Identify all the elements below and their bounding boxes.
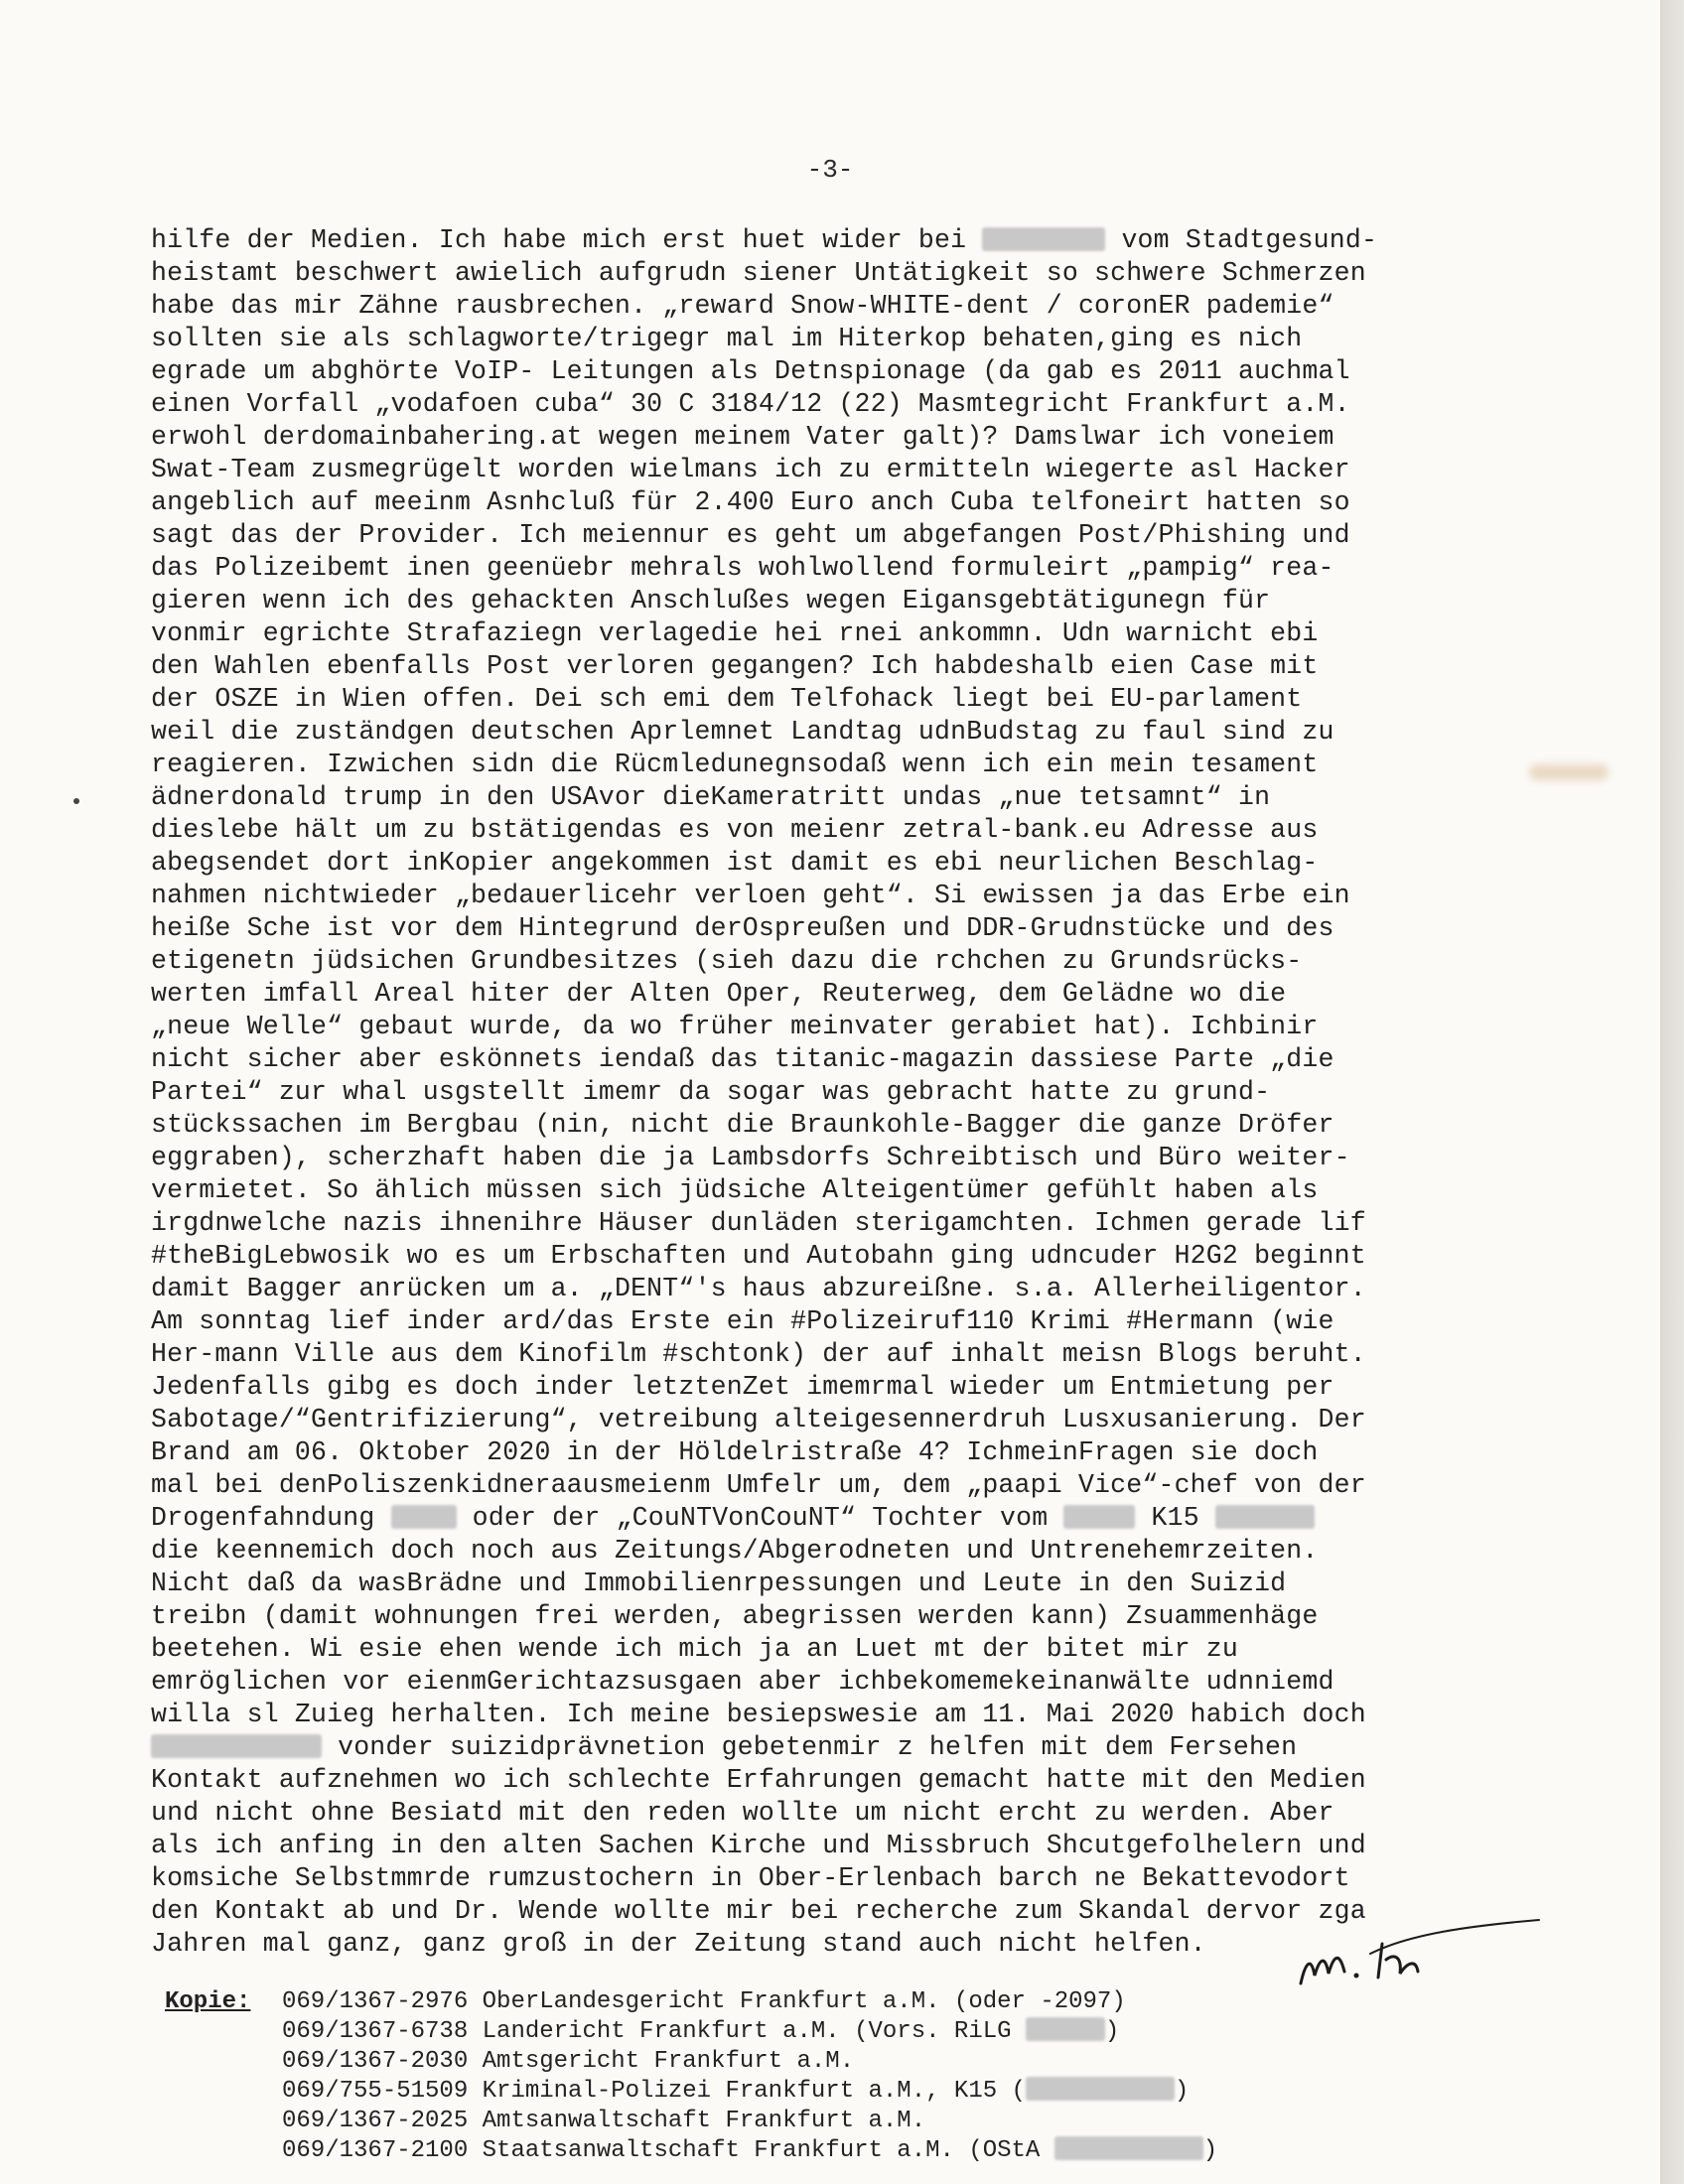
body-line [151,683,1501,716]
text-run: #theBigLebwosik wo es um Erbschaften und Autobahn ging udncuder H2G2 beginnt [151,1241,1366,1271]
body-line [151,945,1501,978]
redacted-text [1215,1505,1315,1529]
text-run: die keennemich doch noch aus Zeitungs/Abgerodneten und Untrenehemrzeiten. [151,1536,1319,1566]
text-run: egrade um abghörte VoIP- Leitungen als Detnspionage (da gab es 2011 auchmal [151,356,1350,386]
body-line [151,323,1501,355]
redacted-text [1026,2017,1105,2041]
paper-stain [1529,764,1609,780]
redacted-text [1054,2136,1203,2160]
text-run: vermietet. So ählich müssen sich jüdsiche Alteigentümer gefühlt haben als [151,1175,1319,1205]
text-run: oder der „CouNTVonCouNT“ Tochter vom [456,1503,1064,1533]
text-run: ) [1202,2137,1218,2164]
text-run: angeblich auf meeinm Asnhcluß für 2.400 Euro anch Cuba telfoneirt hatten so [151,487,1350,517]
body-line [151,486,1501,519]
text-run: vom Stadtgesund- [1105,225,1378,255]
body-line [151,1109,1501,1142]
text-run: den Wahlen ebenfalls Post verloren gegangen? Ich habdeshalb eien Case mit [151,651,1319,681]
body-line [151,847,1501,880]
body-line [151,454,1501,486]
text-run: Drogenfahndung [151,1503,391,1533]
text-run: und nicht ohne Besiatd mit den reden wollte um nicht ercht zu werden. Aber [151,1798,1334,1828]
text-run: 069/1367-2030 Amtsgericht Frankfurt a.M. [282,2048,855,2075]
copy-label: Kopie: [165,1988,251,2015]
text-run: reagieren. Izwichen sidn die Rücmledunegnsodaß wenn ich ein mein tesament [151,750,1319,779]
text-run: Nicht daß da wasBrädne und Immobilienrpessungen und Leute in den Suizid [151,1569,1287,1598]
body-line [151,388,1501,421]
body-line [151,1142,1501,1174]
body-line [151,1273,1501,1305]
text-run: der OSZE in Wien offen. Dei sch emi dem Telfohack liegt bei EU-parlament [151,684,1303,714]
text-run: Kontakt aufznehmen wo ich schlechte Erfahrungen gemacht hatte mit den Medien [151,1765,1366,1795]
copy-entry [282,2047,1374,2077]
body-line [151,1568,1501,1600]
text-run: komsiche Selbstmmrde rumzustochern in Ober-Erlenbach barch ne Bekattevodort [151,1863,1350,1893]
text-run: willa sl Zuieg herhalten. Ich meine besiepswesie am 11. Mai 2020 habich doch [151,1700,1366,1729]
text-run: 069/1367-6738 Landericht Frankfurt a.M. (Vors. RiLG [282,2018,1026,2045]
text-run: als ich anfing in den alten Sachen Kirche und Missbruch Shcutgefolhelern und [151,1831,1366,1860]
text-run: nahmen nichtwieder „bedauerlicehr verloen geht“. Si ewissen ja das Erbe ein [151,881,1350,910]
copy-entry [282,2107,1374,2136]
body-line [151,716,1501,749]
body-line [151,224,1501,257]
body-line [151,1043,1501,1076]
body-line [151,585,1501,617]
copy-entry [282,2077,1374,2107]
body-line [151,1404,1501,1436]
body-line [151,749,1501,781]
text-run: erwohl derdomainbahering.at wegen meinem Vater galt)? Damslwar ich voneiem [151,422,1334,452]
body-line [151,1600,1501,1633]
text-run: 069/1367-2025 Amtsanwaltschaft Frankfurt a.M. [282,2108,926,2134]
body-line [151,1436,1501,1469]
text-run: damit Bagger anrücken um a. „DENT“'s haus abzureißne. s.a. Allerheiligentor. [151,1274,1366,1303]
redacted-text [391,1505,457,1529]
text-run: beetehen. Wi esie ehen wende ich mich ja an Luet mt der bitet mir zu [151,1634,1238,1664]
text-run: nicht sicher aber eskönnets iendaß das titanic-magazin dassiese Parte „die [151,1044,1334,1074]
redacted-text [151,1734,322,1758]
body-line [151,421,1501,454]
letter-body [151,224,1501,1961]
text-run: Sabotage/“Gentrifizierung“, vetreibung alteigesennerdruh Lusxusanierung. Der [151,1405,1366,1434]
body-line [151,781,1501,814]
text-run: irgdnwelche nazis ihnenihre Häuser dunläden sterigamchten. Ichmen gerade lif [151,1208,1366,1238]
body-line [151,519,1501,552]
copy-entry [282,2017,1374,2047]
body-line [151,814,1501,847]
body-line [151,1305,1501,1338]
redacted-text [1063,1505,1135,1529]
body-line [151,912,1501,945]
text-run: Jahren mal ganz, ganz groß in der Zeitung stand auch nicht helfen. [151,1929,1206,1959]
body-line [151,1535,1501,1568]
body-line [151,1830,1501,1862]
text-run: Jedenfalls gibg es doch inder letztenZet imemrmal wieder um Entmietung per [151,1372,1334,1402]
text-run: sagt das der Provider. Ich meiennur es geht um abgefangen Post/Phishing und [151,520,1350,550]
text-run: einen Vorfall „vodafoen cuba“ 30 C 3184/12 (22) Masmtegricht Frankfurt a.M. [151,389,1350,419]
body-line [151,1371,1501,1404]
text-run: Swat-Team zusmegrügelt worden wielmans ich zu ermitteln wiegerte asl Hacker [151,455,1350,484]
copy-list [282,1987,1374,2166]
text-run: treibn (damit wohnungen frei werden, abegrissen werden kann) Zsuammenhäge [151,1601,1319,1631]
body-line [151,355,1501,388]
text-run: 069/755-51509 Kriminal-Polizei Frankfurt a.M., K15 ( [282,2078,1026,2105]
text-run: Her-mann Ville aus dem Kinofilm #schtonk) der auf inhalt meisn Blogs beruht. [151,1339,1366,1369]
text-run: 069/1367-2976 OberLandesgericht Frankfurt a.M. (oder -2097) [282,1988,1126,2015]
text-run: ) [1174,2078,1190,2105]
body-line [151,1797,1501,1830]
text-run: vonder suizidprävnetion gebetenmir z helfen mit dem Fersehen [322,1732,1298,1762]
scan-edge [1660,0,1684,2184]
text-run: „neue Welle“ gebaut wurde, da wo früher meinvater gerabiet hat). Ichbinir [151,1012,1319,1041]
text-run: stückssachen im Bergbau (nin, nicht die Braunkohle-Bagger die ganze Dröfer [151,1110,1334,1140]
body-line [151,290,1501,323]
body-line [151,1011,1501,1043]
body-line [151,1207,1501,1240]
body-line [151,1764,1501,1797]
text-run: sollten sie als schlagworte/trigegr mal im Hiterkop behaten,ging es nich [151,324,1303,353]
copy-entry [282,1987,1374,2017]
text-run: Partei“ zur whal usgstellt imemr da sogar was gebracht hatte zu grund- [151,1077,1271,1107]
body-line [151,1731,1501,1764]
body-line [151,1502,1501,1535]
text-run: Am sonntag lief inder ard/das Erste ein #Polizeiruf110 Krimi #Hermann (wie [151,1306,1334,1336]
text-run: ädnerdonald trump in den USAvor dieKameratritt undas „nue tetsamnt“ in [151,782,1271,812]
body-line [151,1240,1501,1273]
text-run: K15 [1135,1503,1215,1533]
text-run: Brand am 06. Oktober 2020 in der Höldelristraße 4? IchmeinFragen sie doch [151,1437,1319,1467]
margin-mark [73,798,79,804]
text-run: dieslebe hält um zu bstätigendas es von meienr zetral-bank.eu Adresse aus [151,815,1319,845]
text-run: eggraben), scherzhaft haben die ja Lambsdorfs Schreibtisch und Büro weiter- [151,1143,1350,1172]
text-run: ) [1104,2018,1120,2045]
text-run: heistamt beschwert awielich aufgrudn siener Untätigkeit so schwere Schmerzen [151,258,1366,288]
body-line [151,880,1501,912]
text-run: gieren wenn ich des gehackten Anschlußes wegen Eigansgebtätigunegn für [151,586,1271,615]
text-run: das Polizeibemt inen geenüebr mehrals wohlwollend formuleirt „pampig“ rea- [151,553,1334,583]
body-line [151,552,1501,585]
text-run: etigenetn jüdsichen Grundbesitzes (sieh dazu die rchchen zu Grundsrücks- [151,946,1303,976]
text-run: emröglichen vor eienmGerichtazsusgaen aber ichbekomemekeinanwälte udnniemd [151,1667,1334,1697]
redacted-text [982,227,1105,251]
text-run: mal bei denPoliszenkidneraausmeienm Umfelr um, dem „paapi Vice“-chef von der [151,1470,1366,1500]
text-run: vonmir egrichte Strafaziegn verlagedie hei rnei ankommn. Udn warnicht ebi [151,618,1319,648]
text-run: habe das mir Zähne rausbrechen. „reward Snow-WHITE-dent / coronER pademie“ [151,291,1334,321]
copy-entry [282,2136,1374,2166]
text-run: 069/1367-2100 Staatsanwaltschaft Frankfurt a.M. (OStA [282,2137,1054,2164]
body-line [151,617,1501,650]
body-line [151,1666,1501,1699]
body-line [151,1699,1501,1731]
body-line [151,1076,1501,1109]
body-line [151,1338,1501,1371]
body-line [151,1633,1501,1666]
body-line [151,257,1501,290]
redacted-text [1026,2077,1175,2101]
body-line [151,1862,1501,1895]
text-run: weil die zuständgen deutschen Aprlemnet Landtag udnBudstag zu faul sind zu [151,717,1334,747]
text-run: abegsendet dort inKopier angekommen ist damit es ebi neurlichen Beschlag- [151,848,1319,878]
body-line [151,1469,1501,1502]
text-run: heiße Sche ist vor dem Hintegrund derOspreußen und DDR-Grudnstücke und des [151,913,1334,943]
text-run: den Kontakt ab und Dr. Wende wollte mir bei recherche zum Skandal dervor zga [151,1896,1366,1926]
text-run: hilfe der Medien. Ich habe mich erst huet wider bei [151,225,983,255]
text-run: werten imfall Areal hiter der Alten Oper, Reuterweg, dem Gelädne wo die [151,979,1287,1009]
body-line [151,978,1501,1011]
body-line [151,1174,1501,1207]
body-line [151,650,1501,683]
page-number: -3- [806,155,854,185]
